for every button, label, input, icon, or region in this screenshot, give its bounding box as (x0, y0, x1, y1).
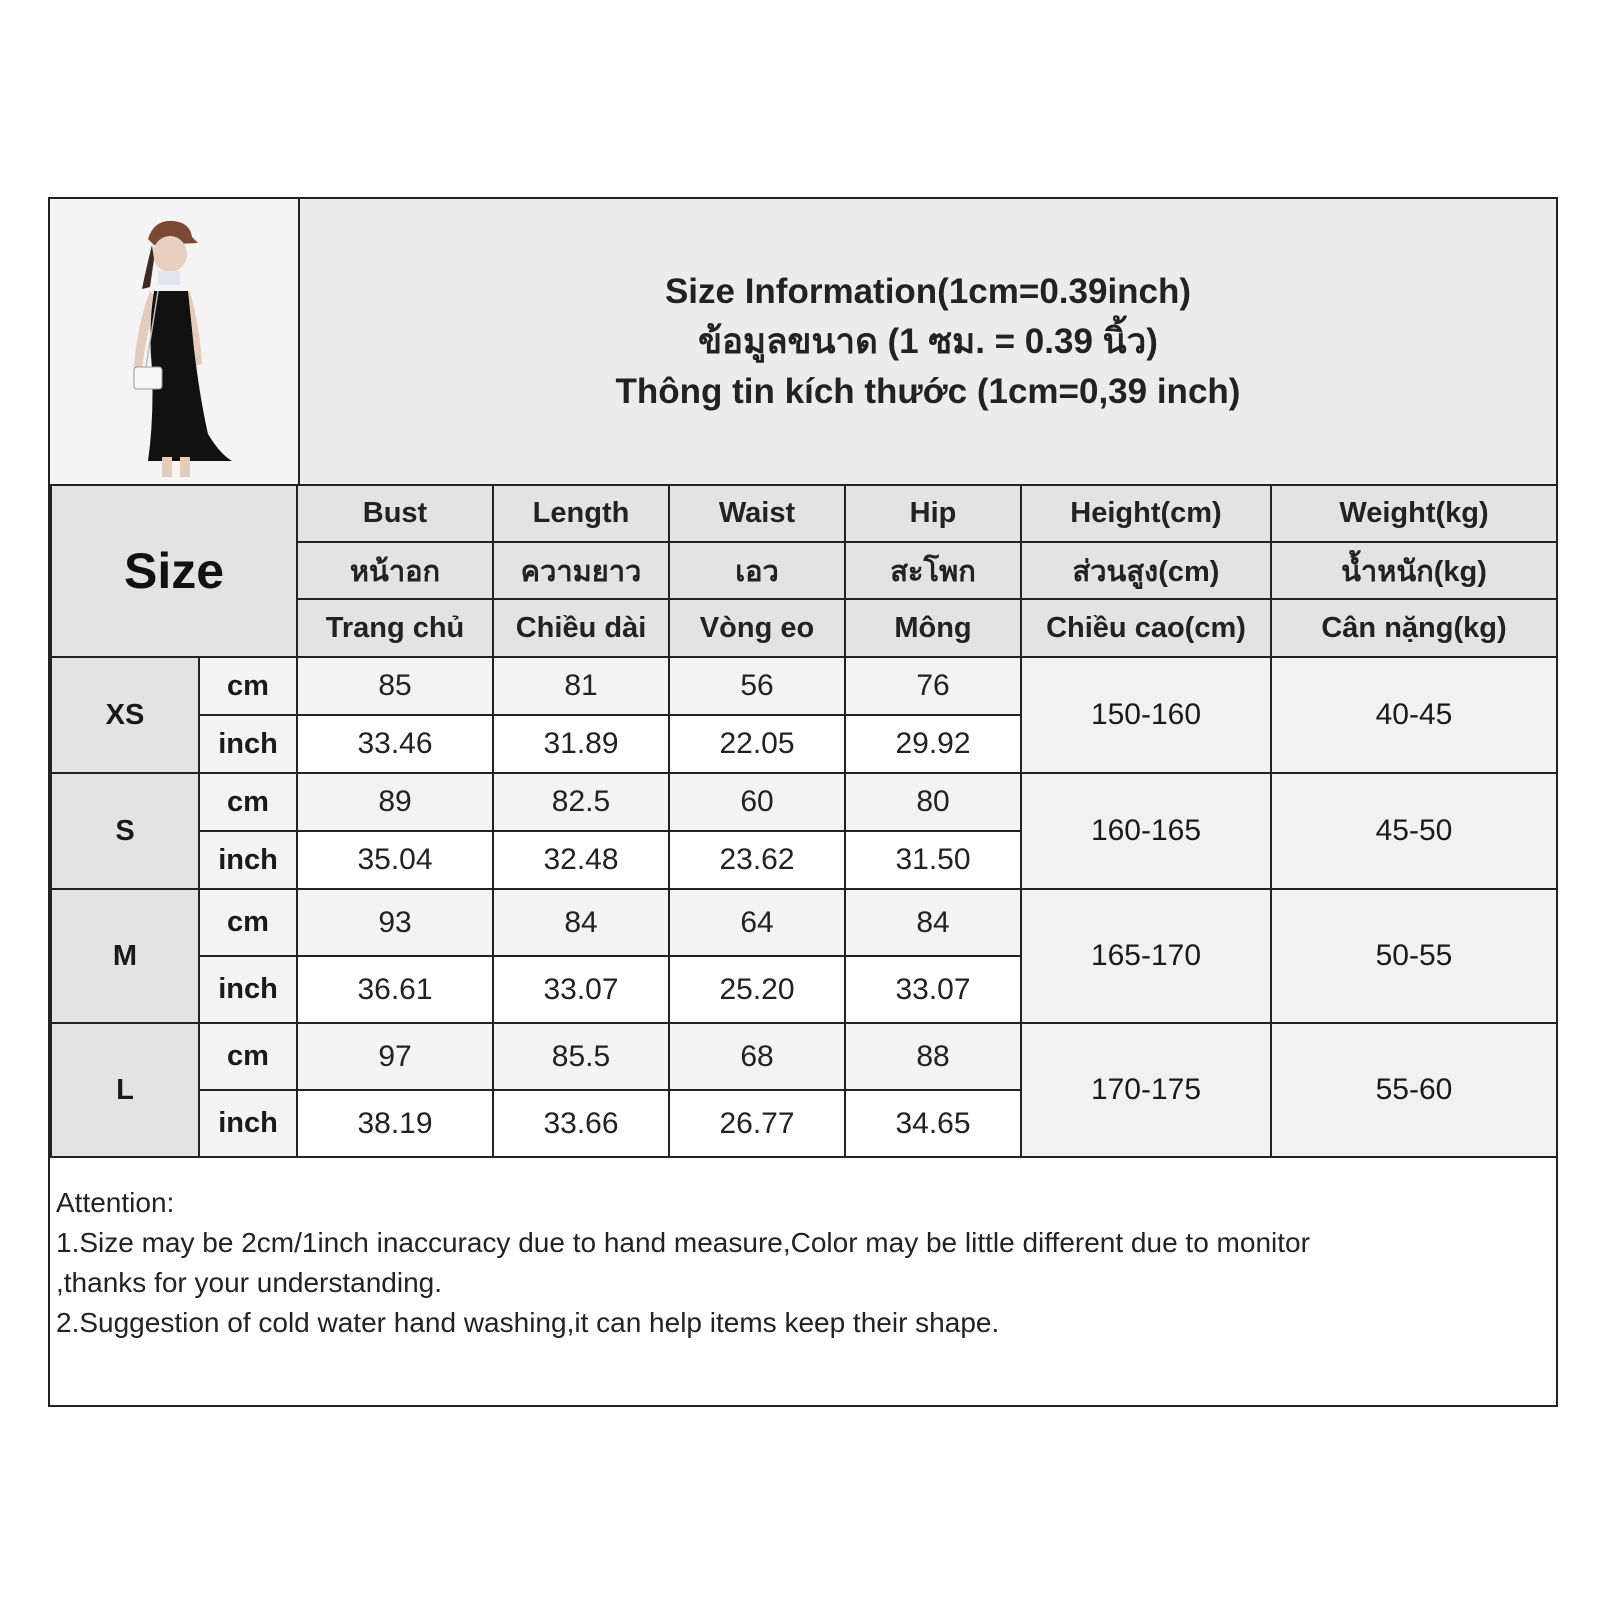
value-cell: 34.65 (845, 1090, 1021, 1157)
value-cell: 29.92 (845, 715, 1021, 773)
notes-heading: Attention: (56, 1187, 175, 1218)
unit-label: cm (199, 889, 297, 956)
col-header-vi: Chiều cao(cm) (1021, 599, 1271, 657)
attention-notes (50, 1179, 1556, 1405)
unit-label: inch (199, 956, 297, 1023)
col-header-vi: Trang chủ (297, 599, 493, 657)
model-photo (50, 199, 300, 484)
size-label: M (51, 889, 199, 1023)
col-header-vi: Mông (845, 599, 1021, 657)
table-row (51, 889, 1557, 956)
col-header-en: Height(cm) (1021, 485, 1271, 542)
col-header-vi: Vòng eo (669, 599, 845, 657)
col-header-th: สะโพก (845, 542, 1021, 599)
value-cell: 97 (297, 1023, 493, 1090)
value-cell: 26.77 (669, 1090, 845, 1157)
col-header-en: Waist (669, 485, 845, 542)
value-cell: 84 (493, 889, 669, 956)
value-cell: 38.19 (297, 1090, 493, 1157)
weight-range: 55-60 (1271, 1023, 1557, 1157)
value-cell: 89 (297, 773, 493, 831)
value-cell: 31.50 (845, 831, 1021, 889)
weight-range: 50-55 (1271, 889, 1557, 1023)
value-cell: 33.46 (297, 715, 493, 773)
note-2: 2.Suggestion of cold water hand washing,it can help items keep their shape. (56, 1307, 1000, 1338)
col-header-th: ความยาว (493, 542, 669, 599)
value-cell: 88 (845, 1023, 1021, 1090)
value-cell: 33.07 (845, 956, 1021, 1023)
height-range: 165-170 (1021, 889, 1271, 1023)
size-label: L (51, 1023, 199, 1157)
col-header-th: ส่วนสูง(cm) (1021, 542, 1271, 599)
unit-label: cm (199, 773, 297, 831)
value-cell: 81 (493, 657, 669, 715)
size-label: XS (51, 657, 199, 773)
unit-label: inch (199, 715, 297, 773)
size-table (50, 484, 1558, 1158)
title-english: Size Information(1cm=0.39inch) (664, 271, 1192, 311)
value-cell: 76 (845, 657, 1021, 715)
unit-label: inch (199, 831, 297, 889)
value-cell: 85 (297, 657, 493, 715)
col-header-vi: Chiều dài (493, 599, 669, 657)
value-cell: 82.5 (493, 773, 669, 831)
col-header-en: Weight(kg) (1271, 485, 1557, 542)
unit-label: inch (199, 1090, 297, 1157)
value-cell: 80 (845, 773, 1021, 831)
size-label: S (51, 773, 199, 889)
value-cell: 25.20 (669, 956, 845, 1023)
value-cell: 68 (669, 1023, 845, 1090)
height-range: 170-175 (1021, 1023, 1271, 1157)
col-header-en: Length (493, 485, 669, 542)
value-cell: 32.48 (493, 831, 669, 889)
title-vietnamese: Thông tin kích thước (1cm=0,39 inch) (615, 371, 1241, 411)
height-range: 160-165 (1021, 773, 1271, 889)
table-row (51, 773, 1557, 831)
title-thai: ข้อมูลขนาด (1 ซม. = 0.39 นิ้ว) (698, 321, 1158, 361)
unit-label: cm (199, 657, 297, 715)
note-1: 1.Size may be 2cm/1inch inaccuracy due to hand measure,Color may be little different due to monitor (56, 1227, 1310, 1258)
col-header-th: น้ำหนัก(kg) (1271, 542, 1557, 599)
model-photo-illustration (50, 199, 296, 484)
value-cell: 93 (297, 889, 493, 956)
value-cell: 35.04 (297, 831, 493, 889)
col-header-vi: Cân nặng(kg) (1271, 599, 1557, 657)
table-row (51, 657, 1557, 715)
value-cell: 22.05 (669, 715, 845, 773)
value-cell: 60 (669, 773, 845, 831)
value-cell: 31.89 (493, 715, 669, 773)
col-header-th: เอว (669, 542, 845, 599)
value-cell: 33.07 (493, 956, 669, 1023)
value-cell: 64 (669, 889, 845, 956)
col-header-en: Bust (297, 485, 493, 542)
height-range: 150-160 (1021, 657, 1271, 773)
weight-range: 40-45 (1271, 657, 1557, 773)
col-header-th: หน้าอก (297, 542, 493, 599)
table-row (51, 1023, 1557, 1090)
value-cell: 36.61 (297, 956, 493, 1023)
unit-label: cm (199, 1023, 297, 1090)
value-cell: 56 (669, 657, 845, 715)
value-cell: 23.62 (669, 831, 845, 889)
value-cell: 33.66 (493, 1090, 669, 1157)
size-chart (48, 197, 1558, 1407)
title-block (300, 199, 1556, 484)
size-header: Size (51, 485, 297, 657)
note-1-continued: ,thanks for your understanding. (56, 1267, 443, 1298)
value-cell: 85.5 (493, 1023, 669, 1090)
col-header-en: Hip (845, 485, 1021, 542)
value-cell: 84 (845, 889, 1021, 956)
weight-range: 45-50 (1271, 773, 1557, 889)
